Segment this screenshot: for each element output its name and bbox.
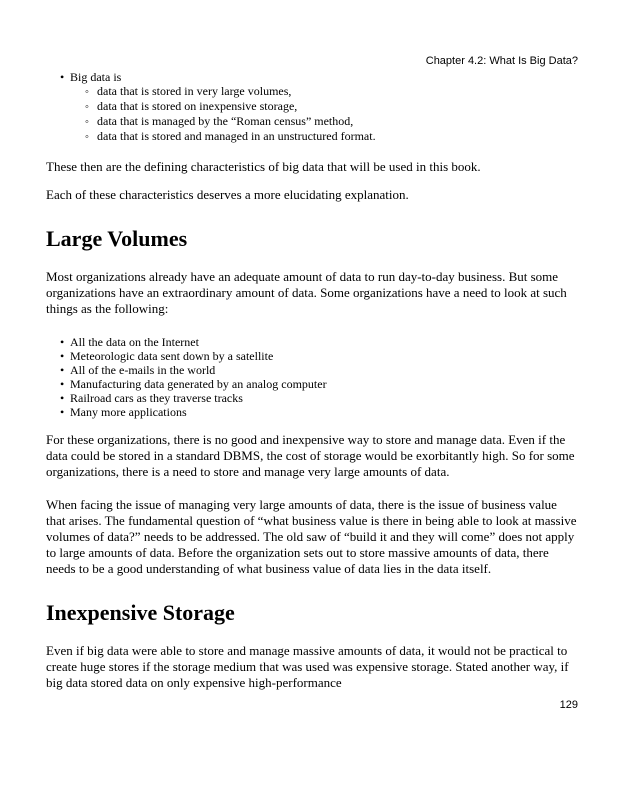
running-header: Chapter 4.2: What Is Big Data? bbox=[425, 55, 578, 67]
list-item bbox=[46, 349, 578, 363]
list-item bbox=[46, 99, 578, 114]
list-item bbox=[46, 335, 578, 349]
paragraph-business-value: When facing the issue of managing very large amounts of data, there is the issue of business value that arises. The fundamental question of “what business value is there in being able to look at massive volumes of data?” needs to be addressed. The old saw of “build it and they will come” does not apply to large amounts of data. Before the organization sets out to store massive amounts of data, there needs to be a good understanding of what business value of data lies in the data itself. bbox=[46, 497, 577, 576]
list-item-text: Big data is bbox=[70, 70, 122, 84]
list-item-text: Meteorologic data sent down by a satellite bbox=[70, 349, 274, 363]
bullet-disc-icon: • bbox=[60, 405, 65, 419]
bullet-disc-icon: • bbox=[60, 70, 65, 84]
list-item bbox=[46, 129, 578, 144]
bullet-disc-icon: • bbox=[60, 363, 65, 377]
bullet-circle-icon: ◦ bbox=[85, 116, 89, 128]
section-heading-large-volumes: Large Volumes bbox=[46, 226, 188, 251]
list-item bbox=[46, 70, 578, 84]
section-heading-inexpensive-storage: Inexpensive Storage bbox=[46, 600, 235, 625]
bullet-disc-icon: • bbox=[60, 335, 65, 349]
paragraph-large-volumes-intro: Most organizations already have an adequate amount of data to run day-to-day business. But some organizations have an extraordinary amount of data. Some organizations have a need to look at such things as the following: bbox=[46, 269, 567, 316]
bullet-disc-icon: • bbox=[60, 349, 65, 363]
list-item bbox=[46, 377, 578, 391]
paragraph-storage-cost: For these organizations, there is no good and inexpensive way to store and manage data. Even if the data could be stored in a standard DBMS, the cost of storage would be exorbitantly high. So for some organizations, there is a need to store and manage very large amounts of data. bbox=[46, 432, 575, 479]
examples-list bbox=[46, 335, 578, 419]
list-item-text: All the data on the Internet bbox=[70, 335, 199, 349]
bullet-circle-icon: ◦ bbox=[85, 86, 89, 98]
list-item-text: Many more applications bbox=[70, 405, 187, 419]
page-number: 129 bbox=[559, 699, 578, 711]
list-item bbox=[46, 391, 578, 405]
paragraph-elucidating: Each of these characteristics deserves a more elucidating explanation. bbox=[46, 187, 409, 202]
bullet-disc-icon: • bbox=[60, 391, 65, 405]
list-item bbox=[46, 84, 578, 99]
list-item bbox=[46, 114, 578, 129]
intro-list bbox=[46, 70, 578, 144]
list-item bbox=[46, 405, 578, 419]
list-item-text: data that is stored on inexpensive storage, bbox=[97, 99, 298, 113]
bullet-disc-icon: • bbox=[60, 377, 65, 391]
list-item-text: data that is stored in very large volumes, bbox=[97, 84, 292, 98]
list-item bbox=[46, 363, 578, 377]
list-item-text: data that is managed by the “Roman census” method, bbox=[97, 114, 354, 128]
paragraph-inexpensive-storage-intro: Even if big data were able to store and manage massive amounts of data, it would not be practical to create huge stores if the storage medium that was used was expensive storage. Stated another way, if big data stored data on only expensive high-performance bbox=[46, 643, 569, 690]
list-item-text: data that is stored and managed in an unstructured format. bbox=[97, 129, 376, 143]
paragraph-defining-characteristics: These then are the defining characteristics of big data that will be used in this book. bbox=[46, 159, 481, 174]
list-item-text: Railroad cars as they traverse tracks bbox=[70, 391, 243, 405]
bullet-circle-icon: ◦ bbox=[85, 131, 89, 143]
list-item-text: Manufacturing data generated by an analog computer bbox=[70, 377, 327, 391]
list-item-text: All of the e-mails in the world bbox=[70, 363, 216, 377]
bullet-circle-icon: ◦ bbox=[85, 101, 89, 113]
